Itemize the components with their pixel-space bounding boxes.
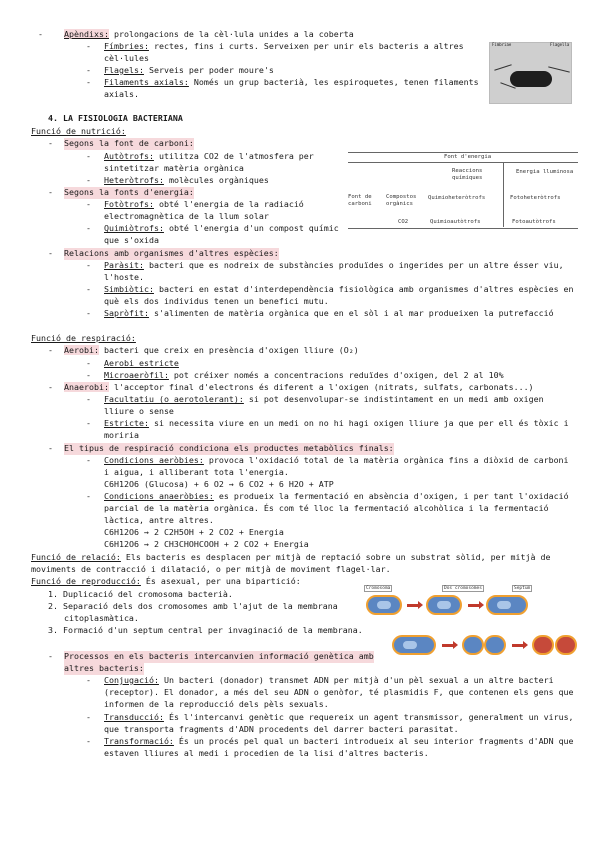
conjugacio-term: Conjugació: [104, 675, 159, 685]
anaerobies-text-cont: làctica, antre altres. [104, 515, 214, 525]
table-row-font-carboni: Font de carboni [348, 194, 372, 207]
bacterium-cell [532, 635, 554, 655]
bullet-dash: - [48, 345, 53, 355]
quimiotrofs-text-cont: que s'oxida [104, 235, 159, 245]
table-col-llum: Energia lluminosa [516, 169, 574, 175]
saprofit-term: Sapròfit: [104, 308, 149, 318]
bipartition-diagram [362, 585, 578, 665]
reproduccio-paragraph [31, 576, 301, 588]
estricte-text: si necessita viure en un medi on no hi hagi oxigen lliure ja que per ell és tòxic i [148, 418, 569, 428]
table-rule [348, 152, 578, 153]
bullet-dash: - [48, 187, 53, 197]
flagels-item [104, 65, 274, 77]
bullet-dash: - [86, 308, 91, 318]
fototrofs-item [104, 199, 304, 211]
bullet-dash: - [86, 175, 91, 185]
heterotrofs-term: Heteròtrofs: [104, 175, 164, 185]
flagellum-line [494, 64, 511, 71]
bullet-dash: - [38, 29, 43, 39]
transformacio-term: Transformació: [104, 736, 174, 746]
heterotrofs-text: molècules orgàniques [163, 175, 269, 185]
autotrofs-text-cont: sintetitzar matèria orgànica [104, 163, 244, 173]
arrow-icon [442, 644, 454, 647]
estricte-item [104, 418, 569, 430]
filaments-text: Només un grup bacterià, les espiroquetes, tenen filaments [188, 77, 479, 87]
bullet-dash: - [86, 65, 91, 75]
facultatiu-text-cont: lliure o sense [104, 406, 174, 416]
transduccio-text: És l'intercanvi genètic que requereix un agent transmissor, generalment un virus, [163, 712, 574, 722]
fototrofs-term: Fotòtrofs: [104, 199, 154, 209]
bullet-dash: - [86, 223, 91, 233]
bullet-dash: - [86, 284, 91, 294]
estricte-term: Estricte: [104, 418, 149, 428]
fimbries-item [104, 41, 464, 53]
filaments-item [104, 77, 479, 89]
table-rule [348, 228, 578, 229]
reproduccio-text: És asexual, per una bipartició: [140, 576, 301, 586]
bullet-dash: - [86, 260, 91, 270]
autotrofs-text: utilitza CO2 de l'atmosfera per [153, 151, 314, 161]
diagram-label-chromosome: Cromosoma [366, 586, 391, 591]
anaerobies-text: es produeix la fermentació en absència d'oxigen, i per tant l'oxidació [213, 491, 569, 501]
conjugacio-text-cont: (receptor). El donador, a més del seu ADN o genòfor, té plasmidis F, que contenen els gens que [104, 687, 574, 697]
flagels-term: Flagels: [104, 65, 144, 75]
bullet-dash: - [86, 358, 91, 368]
bacterium-cell [392, 635, 436, 655]
bullet-dash: - [48, 651, 53, 661]
facultatiu-term: Facultatiu (o aerotolerant): [104, 394, 244, 404]
facultatiu-item [104, 394, 544, 406]
energia-title: Segons la fonts d'energia: [64, 187, 194, 197]
arrow-icon [512, 644, 524, 647]
bacterium-cell [555, 635, 577, 655]
transduccio-text-cont: que transporta fragments d'ADN procedents del darrer bacteri parasitat. [104, 724, 459, 734]
table-row-compostos: Compostos orgànics [386, 194, 417, 207]
tipus-title: El tipus de respiració condiciona els productes metabòlics finals: [64, 443, 394, 453]
estricte-text-cont: moriria [104, 430, 139, 440]
microaerofil-term: Microaeròfil: [104, 370, 169, 380]
flagellum-line [548, 66, 570, 72]
aerobies-term: Condicions aeròbies: [104, 455, 204, 465]
relacio-text-cont: moviments de contracció i dilatació, o per mitjà de moviment flagel·lar. [31, 564, 391, 574]
quimiotrofs-text: obté l'energia d'un compost químic [163, 223, 339, 233]
bullet-dash: - [48, 443, 53, 453]
aerobi-estricte: Aerobi estricte [104, 358, 179, 368]
nutrition-table [348, 152, 578, 228]
apendixs-item [64, 29, 354, 41]
flagels-text: Serveis per poder moure's [143, 65, 274, 75]
table-col-quimica: Reaccions químiques [452, 168, 483, 181]
aerobies-text-cont: i aigua, i alliberant tota l'energia. [104, 467, 289, 477]
bullet-dash: - [86, 151, 91, 161]
diagram-label-septum: Septum [514, 586, 531, 591]
apendixs-text: prolongacions de la cèl·lula unides a la coberta [108, 29, 354, 39]
transduccio-term: Transducció: [104, 712, 164, 722]
anaerobies-text-cont: parcial de la matèria orgànica. És com té lloc la fermentació alcohòlica i la fermentació [104, 503, 549, 513]
bullet-dash: - [86, 675, 91, 685]
bullet-dash: - [86, 77, 91, 87]
bacterium-cell [486, 595, 528, 615]
fototrofs-text: obté l'energia de la radiació [153, 199, 304, 209]
parasit-text: bacteri que es nodreix de substàncies produïdes o ingerides per un altre ésser viu, [143, 260, 564, 270]
fimbries-term: Fímbries: [104, 41, 149, 51]
anaerobi-item [64, 382, 534, 394]
relacio-text: Els bacteris es desplacen per mitjà de reptació sobre un substrat sòlid, per mitjà de [120, 552, 551, 562]
filaments-term: Filaments axials: [104, 77, 189, 87]
facultatiu-text: si pot desenvolupar-se indistintament en un medi amb oxigen [243, 394, 544, 404]
bullet-dash: - [86, 418, 91, 428]
relacio-paragraph [31, 552, 551, 564]
aerobies-item [104, 455, 569, 467]
bullet-dash: - [86, 736, 91, 746]
parasit-text-cont: l'hoste. [104, 272, 144, 282]
table-quimioheterotrofs: Quimioheteròtrofs [428, 195, 486, 201]
bullet-dash: - [86, 491, 91, 501]
reproduccio-step-2-cont: citoplasmàtica. [64, 613, 139, 623]
anaerobi-term: Anaerobi: [64, 382, 109, 392]
simbiotic-text: bacteri en estat d'interdependència fisiològica amb organismes d'altres espècies en [153, 284, 574, 294]
bullet-dash: - [48, 248, 53, 258]
table-header: Font d'energia [444, 154, 492, 160]
aerobi-term: Aerobi: [64, 345, 99, 355]
aerobies-text: provoca l'oxidació total de la matèria orgànica fins a diòxid de carboni [203, 455, 569, 465]
aerobi-item [64, 345, 359, 357]
transformacio-text-cont: estaven lliures al medi i procedien de la lisi d'altres bacteris. [104, 748, 429, 758]
bullet-dash: - [86, 455, 91, 465]
nutricio-heading: Funció de nutrició: [31, 126, 126, 136]
conjugacio-item [104, 675, 554, 687]
reproduccio-step-1: 1. Duplicació del cromosoma bacterià. [48, 589, 233, 599]
simbiotic-term: Simbiòtic: [104, 284, 154, 294]
transduccio-item [104, 712, 574, 724]
fimbries-text: rectes, fins i curts. Serveixen per unir els bacteris a altres [148, 41, 464, 51]
arrow-icon [407, 604, 419, 607]
reproduccio-step-3: 3. Formació d'un septum central per invaginació de la membrana. [48, 625, 363, 635]
table-rule [348, 162, 578, 163]
relacions-title: Relacions amb organismes d'altres espècies: [64, 248, 279, 258]
equation-alcoholic: C6H12O6 → 2 C2H5OH + 2 CO2 + Energia [104, 527, 284, 537]
bullet-dash: - [48, 382, 53, 392]
bacterium-cell [426, 595, 462, 615]
bullet-dash: - [86, 41, 91, 51]
conjugacio-text: Un bacteri (donador) transmet ADN per mitjà d'un pèl sexual a un altre bacteri [158, 675, 554, 685]
bullet-dash: - [86, 394, 91, 404]
relacio-term: Funció de relació: [31, 552, 121, 562]
quimiotrofs-term: Quimiòtrofs: [104, 223, 164, 233]
microaerofil-item [104, 370, 504, 382]
quimiotrofs-item [104, 223, 339, 235]
bullet-dash: - [48, 138, 53, 148]
autotrofs-item [104, 151, 314, 163]
autotrofs-term: Autòtrofs: [104, 151, 154, 161]
anaerobies-term: Condicions anaeròbies: [104, 491, 214, 501]
transformacio-text: És un procés pel qual un bacteri introdueix al seu interior fragments d'ADN que [173, 736, 574, 746]
filaments-text-cont: axials. [104, 89, 139, 99]
photo-label-right: Flagella [550, 42, 570, 47]
parasit-term: Paràsit: [104, 260, 144, 270]
table-fotoautotrofs: Fotoautòtrofs [512, 219, 556, 225]
bacterium-cell [484, 635, 506, 655]
fimbries-text-cont: cèl·lules [104, 53, 149, 63]
arrow-icon [468, 604, 480, 607]
bullet-dash: - [86, 370, 91, 380]
simbiotic-item [104, 284, 574, 296]
anaerobi-text: l'acceptor final d'electrons és diferent a l'oxigen (nitrats, sulfats, carbonats...) [108, 382, 534, 392]
bacterium-cell [462, 635, 484, 655]
table-quimioautotrofs: Quimioautòtrofs [430, 219, 481, 225]
bacterium-photo [489, 42, 572, 104]
aerobi-text: bacteri que creix en presència d'oxigen lliure (O₂) [98, 345, 359, 355]
conjugacio-text-cont: informen de la reproducció dels pèls sexuals. [104, 699, 329, 709]
microaerofil-text: pot créixer només a concentracions reduïdes d'oxigen, del 2 al 10% [168, 370, 504, 380]
equation-aerobic: C6H12O6 (Glucosa) + 6 O2 → 6 CO2 + 6 H2O + ATP [104, 479, 334, 489]
equation-lactic: C6H12O6 → 2 CH3CHOHCOOH + 2 CO2 + Energia [104, 539, 309, 549]
reproduccio-term: Funció de reproducció: [31, 576, 141, 586]
section-title: 4. LA FISIOLOGIA BACTERIANA [48, 113, 183, 123]
saprofit-text: s'alimenten de matèria orgànica que en el sòl i al mar produeixen la putrefacció [148, 308, 554, 318]
table-fotoheterotrofs: Fotoheteròtrofs [510, 195, 561, 201]
bullet-dash: - [86, 199, 91, 209]
diagram-label-two-chromosomes: Dos cromosomes [444, 586, 482, 591]
saprofit-item [104, 308, 554, 320]
anaerobies-item [104, 491, 569, 503]
bacterium-cell [366, 595, 402, 615]
heterotrofs-item [104, 175, 269, 187]
apendixs-term: Apèndixs: [64, 29, 109, 39]
transformacio-item [104, 736, 574, 748]
simbiotic-text-cont: què els dos individus tenen un benefici mutu. [104, 296, 329, 306]
fototrofs-text-cont: electromagnètica de la llum solar [104, 211, 269, 221]
reproduccio-step-2: 2. Separació dels dos cromosomes amb l'ajut de la membrana [48, 601, 338, 611]
bacterium-body [510, 71, 552, 87]
photo-label-left: Fimbriae [492, 42, 512, 47]
table-row-co2: CO2 [398, 219, 409, 225]
parasit-item [104, 260, 564, 272]
carboni-title: Segons la font de carboni: [64, 138, 194, 148]
table-vrule [503, 163, 504, 227]
intercanvi-title-cont: altres bacteris: [64, 663, 144, 673]
bullet-dash: - [86, 712, 91, 722]
intercanvi-title: Processos en els bacteris intercanvien informació genètica amb [64, 651, 374, 661]
respiracio-heading: Funció de respiració: [31, 333, 136, 343]
